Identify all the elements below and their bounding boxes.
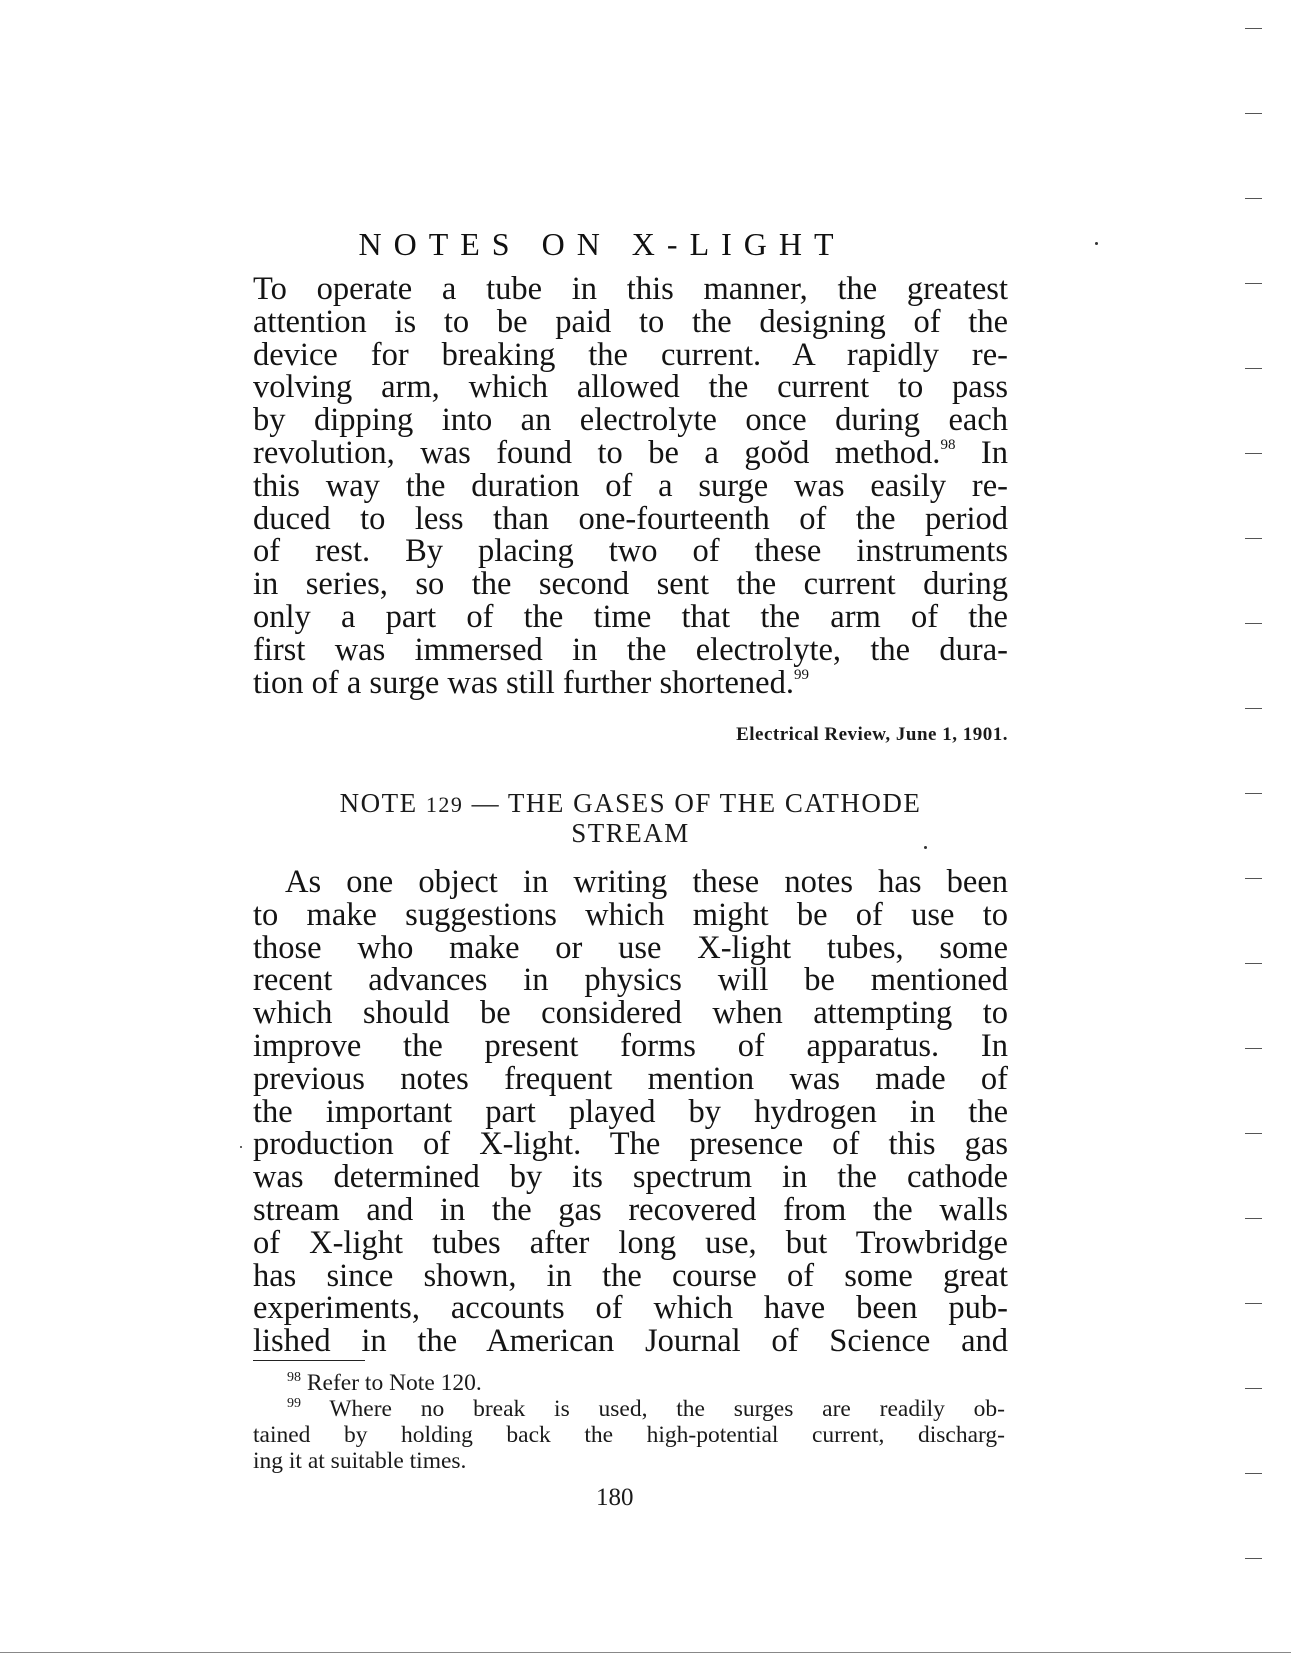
text-line: only a part of the time that the arm of the	[253, 598, 1008, 635]
body-paragraph-2	[253, 866, 1008, 1358]
margin-tick	[1245, 453, 1262, 454]
margin-tick	[1245, 1558, 1262, 1559]
text-line: this way the duration of a surge was easily re-	[253, 467, 1008, 504]
margin-tick	[1245, 198, 1262, 199]
scan-speck	[924, 846, 927, 849]
page-title: NOTES ON X-LIGHT	[358, 226, 846, 262]
text-line: improve the present forms of apparatus. In	[253, 1027, 1008, 1064]
text-line: of rest. By placing two of these instruments	[253, 533, 1008, 570]
footnotes	[253, 1370, 1005, 1474]
footnote-99: $^{99}$ Where no break is used, the surges are readily ob-	[287, 1396, 1005, 1422]
margin-tick	[1245, 963, 1262, 964]
text-line: to make suggestions which might be of use to	[253, 896, 1008, 933]
footnote-99-line-2: tained by holding back the high-potential current, discharg-	[253, 1422, 1005, 1448]
footnote-ref-98[interactable]: 98	[940, 436, 956, 453]
margin-tick	[1245, 1218, 1262, 1219]
margin-tick	[1245, 1048, 1262, 1049]
text-line: lished in the American Journal of Science and	[253, 1323, 1008, 1360]
source-citation: Electrical Review, June 1, 1901.	[736, 724, 1008, 745]
text-line: which should be considered when attempting to	[253, 995, 1008, 1032]
margin-tick-marks	[1245, 0, 1265, 1665]
text-line: tion of a surge was still further shortened.$^{99}$	[253, 664, 809, 701]
margin-tick	[1245, 1133, 1262, 1134]
text-line: has since shown, in the course of some great	[253, 1257, 1008, 1294]
body-paragraph-1	[253, 273, 1008, 699]
text-line: revolution, was found to be a goŏd method.$^{98}$ In	[253, 434, 1008, 471]
note-number: 129	[425, 792, 464, 817]
margin-tick	[1245, 1388, 1262, 1389]
text-line: attention is to be paid to the designing of the	[253, 303, 1008, 340]
margin-tick	[1245, 623, 1262, 624]
margin-tick	[1245, 283, 1262, 284]
section-heading-line-2: STREAM	[571, 818, 690, 848]
text-line: previous notes frequent mention was made of	[253, 1060, 1008, 1097]
text-line: To operate a tube in this manner, the greatest	[253, 271, 1008, 307]
margin-tick	[1245, 28, 1262, 29]
footnote-98: $^{98}$ Refer to Note 120.	[287, 1370, 482, 1396]
margin-tick	[1245, 538, 1262, 539]
text-line: recent advances in physics will be mentioned	[253, 962, 1008, 999]
text-line: stream and in the gas recovered from the walls	[253, 1191, 1008, 1228]
scan-speck	[1095, 242, 1098, 245]
footnote-divider	[253, 1360, 365, 1361]
text-line: by dipping into an electrolyte once during each	[253, 402, 1008, 439]
margin-tick	[1245, 113, 1262, 114]
section-heading-line-1: NOTE 129 — THE GASES OF THE CATHODE	[339, 788, 922, 818]
text-line: first was immersed in the electrolyte, the dura-	[253, 631, 1008, 668]
text-line: device for breaking the current. A rapidly re-	[253, 336, 1008, 373]
margin-tick	[1245, 793, 1262, 794]
margin-tick	[1245, 368, 1262, 369]
footnote-mark: 99	[287, 1396, 301, 1411]
margin-tick	[1245, 878, 1262, 879]
section-heading	[253, 789, 1008, 847]
page-bottom-edge	[0, 1652, 1291, 1653]
margin-tick	[1245, 1473, 1262, 1474]
text-line: was determined by its spectrum in the cathode	[253, 1159, 1008, 1196]
text-line: in series, so the second sent the current during	[253, 566, 1008, 603]
scan-speck	[240, 1146, 242, 1148]
margin-tick	[1245, 1303, 1262, 1304]
text-line: the important part played by hydrogen in the	[253, 1093, 1008, 1130]
text-line: those who make or use X-light tubes, some	[253, 929, 1008, 966]
footnote-99-line-3: ing it at suitable times.	[253, 1448, 467, 1474]
text-line: production of X-light. The presence of this gas	[253, 1126, 1008, 1163]
text-line: As one object in writing these notes has been	[285, 864, 1008, 900]
text-line: experiments, accounts of which have been pub-	[253, 1290, 1008, 1327]
footnote-mark: 98	[287, 1370, 301, 1385]
margin-tick	[1245, 708, 1262, 709]
text-line: duced to less than one-fourteenth of the period	[253, 500, 1008, 537]
text-line: volving arm, which allowed the current to pass	[253, 369, 1008, 406]
text-line: of X-light tubes after long use, but Trowbridge	[253, 1224, 1008, 1261]
footnote-ref-99[interactable]: 99	[793, 666, 809, 683]
page-number: 180	[596, 1484, 634, 1511]
